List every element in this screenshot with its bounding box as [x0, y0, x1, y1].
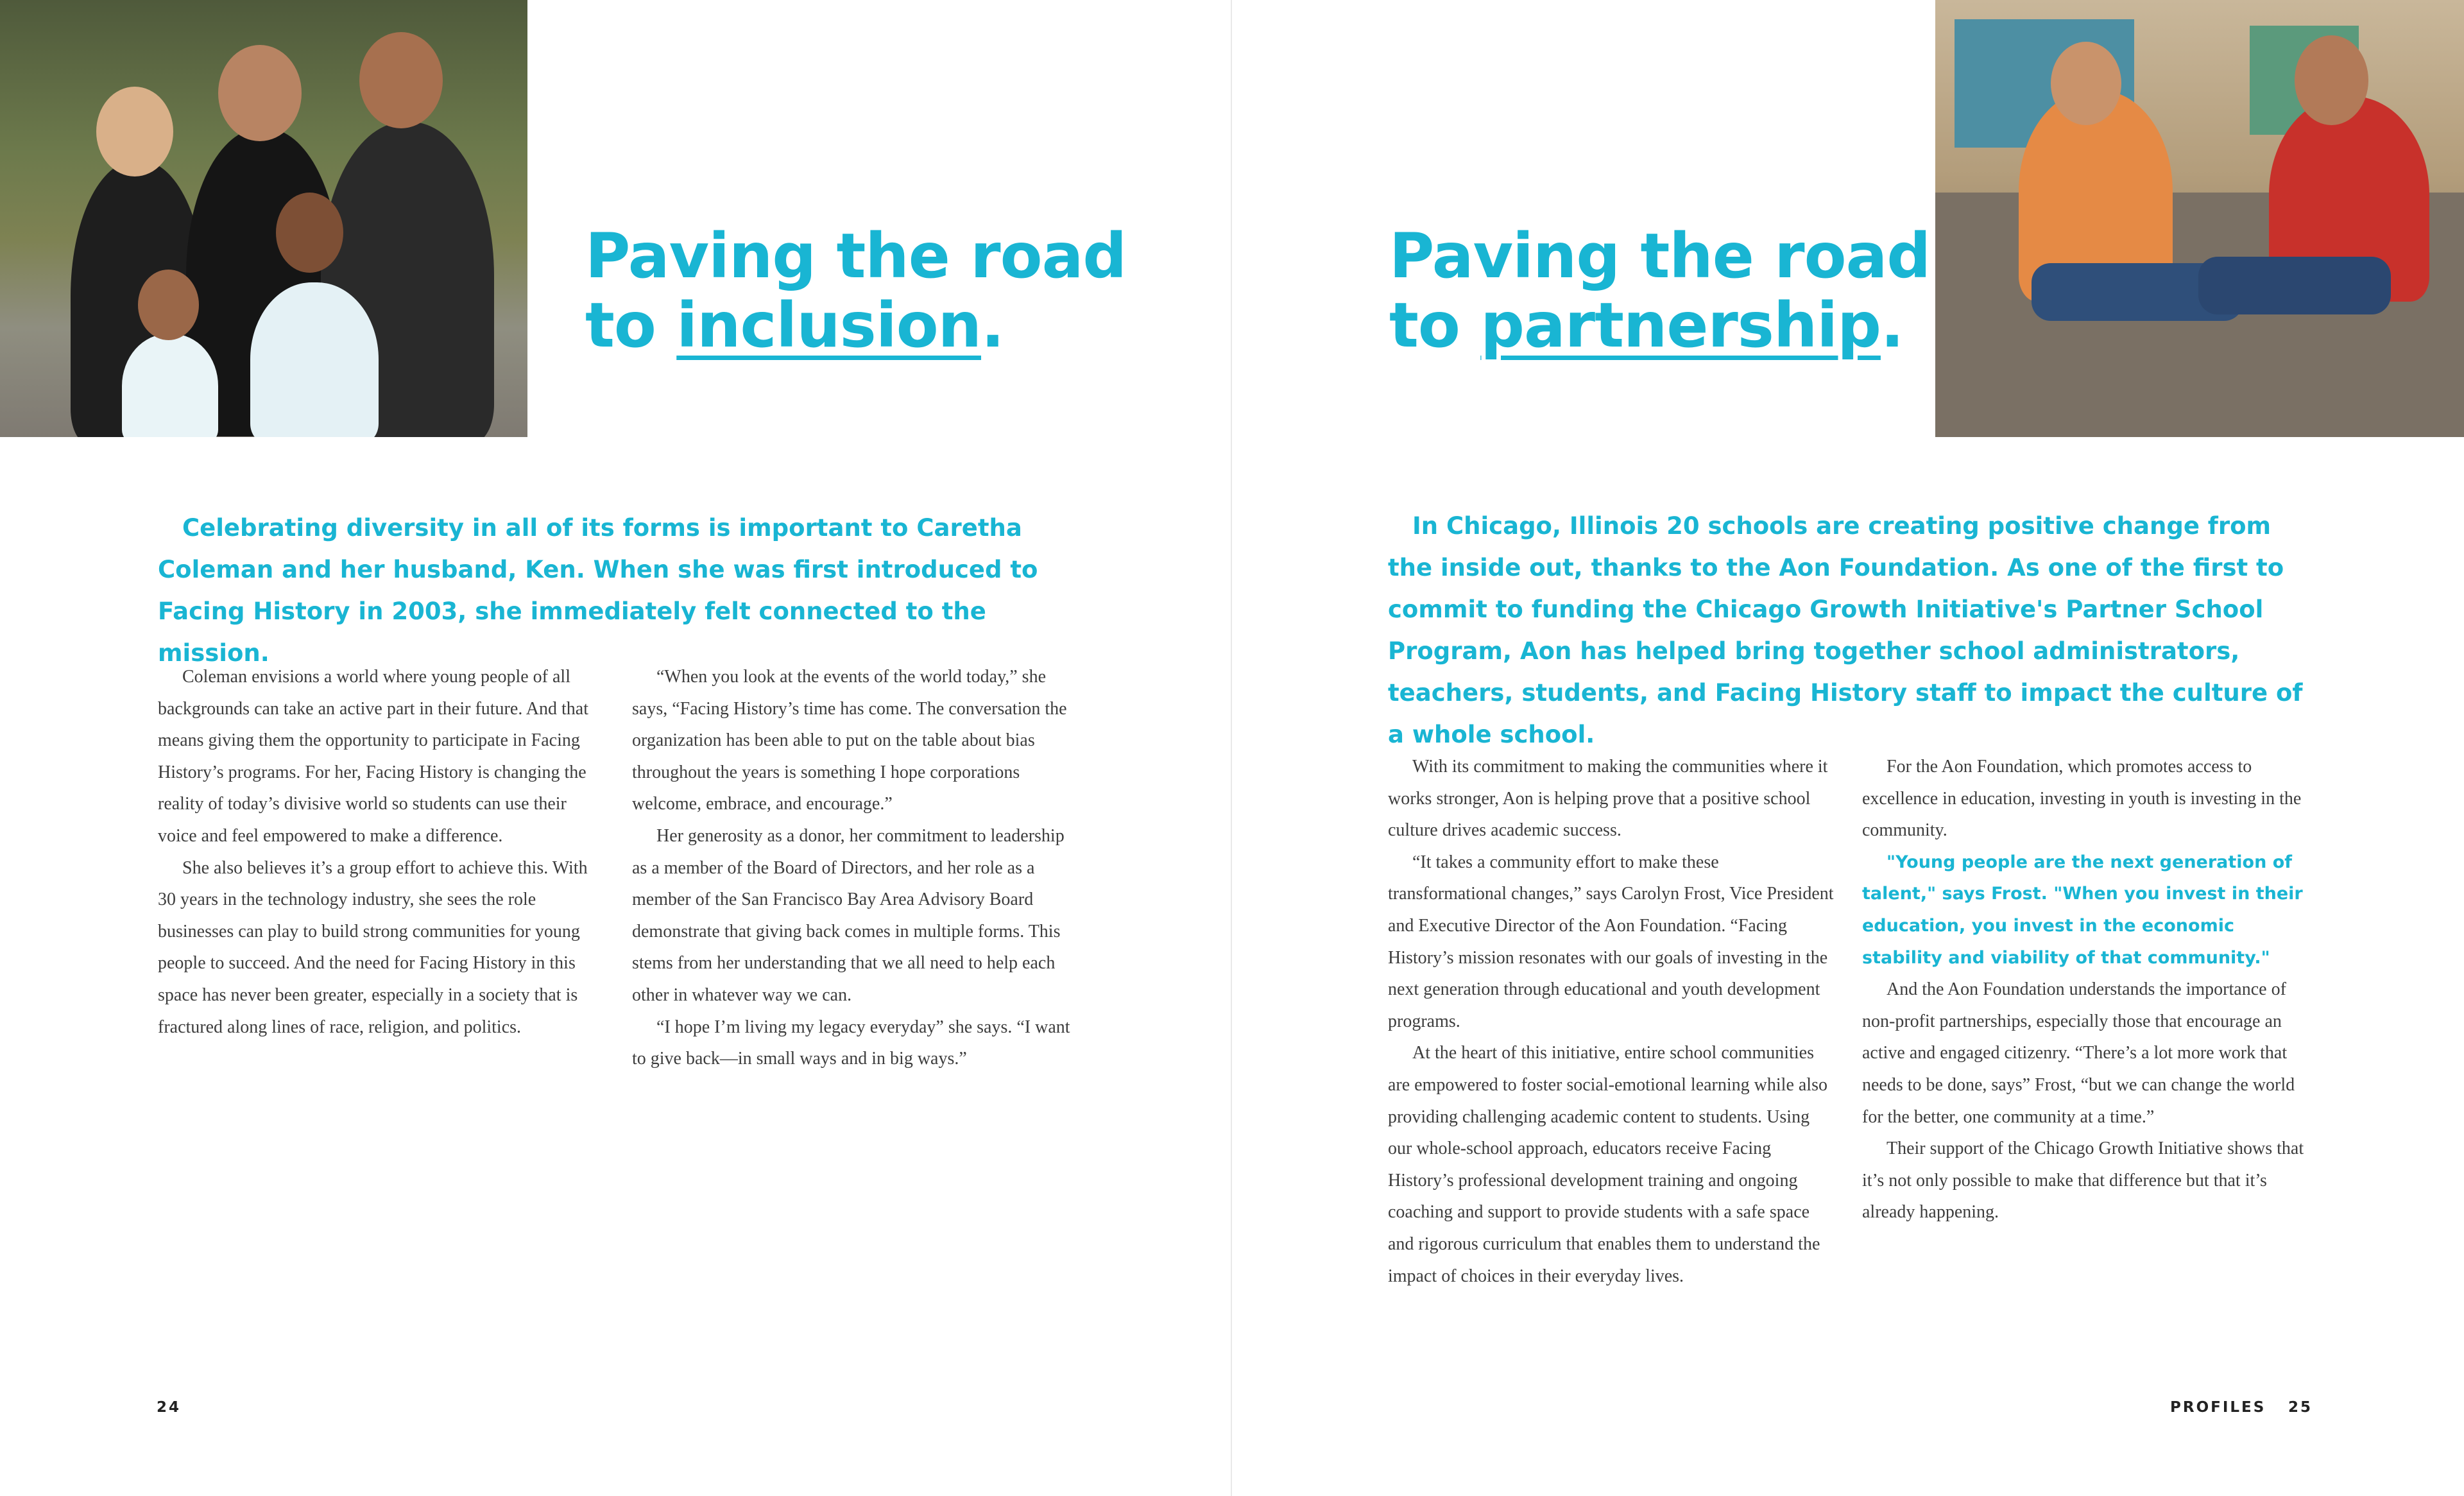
body-paragraph: Their support of the Chicago Growth Initiative shows that it’s not only possible to make that difference but that it’s already happening. — [1862, 1139, 2304, 1223]
photo-figure — [2198, 257, 2391, 314]
page-title — [1389, 221, 1930, 360]
classroom-photo — [1935, 0, 2464, 437]
title-period: . — [981, 289, 1004, 361]
body-paragraph: With its commitment to making the communities where it works stronger, Aon is helping prove that a positive school culture drives academic success. — [1388, 757, 1828, 841]
page-title — [585, 221, 1126, 360]
body-paragraph: “It takes a community effort to make these transformational changes,” says Carolyn Frost, Vice President and Executive Director of the Aon Foundation. “Facing History’s mission resonates with our goals of investing in the next generation through educational and youth development programs. — [1388, 852, 1834, 1031]
body-paragraph: “I hope I’m living my legacy everyday” she says. “I want to give back—in small ways and in big ways.” — [632, 1017, 1070, 1069]
body-column-1 — [158, 661, 604, 1043]
page-number: 24 — [157, 1399, 182, 1416]
section-label: PROFILES — [2170, 1399, 2266, 1416]
pull-quote: "Young people are the next generation of talent," says Frost. "When you invest in their education, you invest in the economic stability and viability of that community." — [1862, 852, 2303, 968]
photo-figure — [2295, 35, 2368, 125]
photo-figure — [2051, 42, 2121, 125]
right-page — [1232, 0, 2464, 1496]
photo-figure — [359, 32, 443, 128]
photo-figure — [122, 334, 218, 437]
title-prefix: to — [585, 289, 677, 361]
photo-figure — [276, 193, 343, 273]
title-keyword: inclusion — [676, 289, 982, 361]
body-paragraph: At the heart of this initiative, entire school communities are empowered to foster social-emotional learning while also providing challenging academic content to students. Using our whole-school approach, educators receive Facing History’s professional development training and ongoing coaching and support to provide students with a safe space and rigorous curriculum that enables them to understand the impact of choices in their everyday lives. — [1388, 1043, 1827, 1286]
body-paragraph: Coleman envisions a world where young people of all backgrounds can take an active part in their future. And that means giving them the opportunity to participate in Facing History’s programs. For her, Facing History is changing the reality of today’s divisive world so students can use their voice and feel empowered to make a difference. — [158, 667, 588, 846]
photo-figure — [96, 87, 173, 176]
title-line-1: Paving the road — [1389, 220, 1931, 292]
family-photo — [0, 0, 527, 437]
body-paragraph: And the Aon Foundation understands the importance of non-profit partnerships, especially those that encourage an active and engaged citizenry. “There’s a lot more work that needs to be done, says” Frost, “but we can change the world for the better, one community at a time.” — [1862, 979, 2295, 1127]
title-prefix: to — [1389, 289, 1481, 361]
photo-figure — [218, 45, 302, 141]
title-period: . — [1880, 289, 1904, 361]
body-column-2 — [1862, 751, 2318, 1228]
intro-paragraph: In Chicago, Illinois 20 schools are creating positive change from the inside out, thanks to the Aon Foundation. As one of the first to commit to funding the Chicago Growth Initiative's Partner School Program, Aon has helped bring together school administrators, teachers, students, and Facing History staff to impact the culture of a whole school. — [1388, 512, 2303, 748]
body-column-2 — [632, 661, 1075, 1075]
title-keyword: partnership — [1480, 289, 1881, 361]
body-paragraph: For the Aon Foundation, which promotes access to excellence in education, investing in youth is investing in the community. — [1862, 757, 2302, 841]
photo-figure — [250, 282, 379, 437]
intro-paragraph: Celebrating diversity in all of its forms is important to Caretha Coleman and her husband, Ken. When she was first introduced to Facing History in 2003, she immediately felt connected to the mission. — [158, 514, 1038, 667]
body-paragraph: She also believes it’s a group effort to achieve this. With 30 years in the technology industry, she sees the role businesses can play to build strong communities for young people to succeed. And the need for Facing History in this space has never been greater, especially in a society that is fractured along lines of race, religion, and politics. — [158, 857, 588, 1037]
page-number: 25 — [2288, 1399, 2313, 1416]
body-paragraph: “When you look at the events of the world today,” she says, “Facing History’s time has come. The conversation the organization has been able to put on the table about bias throughout the years is something I hope corporations welcome, embrace, and encourage.” — [632, 667, 1067, 814]
body-paragraph: Her generosity as a donor, her commitment to leadership as a member of the Board of Directors, and her role as a member of the San Francisco Bay Area Advisory Board demonstrate that giving back comes in multiple forms. This stems from her understanding that we all need to help each other in whatever way we can. — [632, 825, 1065, 1005]
photo-figure — [138, 270, 199, 340]
body-column-1 — [1388, 751, 1837, 1292]
title-line-1: Paving the road — [585, 220, 1127, 292]
